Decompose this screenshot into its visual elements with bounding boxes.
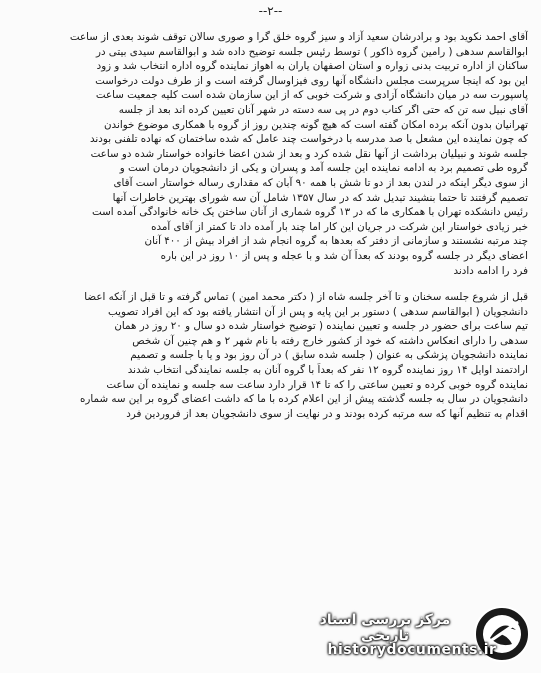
- text-line: تصمیم گرفتند تا حتما بنشیند تبدیل شد که در سال ۱۳۵۷ شامل آن سه شورای بهترین خاطرات آنها: [112, 191, 528, 204]
- page-number: --۲--: [258, 4, 283, 18]
- text-line: آقای احمد نکوید بود و برادرشان سعید آزاد و سیز گروه خلق گرا و صوری سالان توقف شوند بعدی از ساعت: [69, 31, 528, 43]
- text-line: گروه طی تصمیم برد به ادامه نماینده این جلسه آمد و پسران و یکی از دانشجویان درمان است و: [119, 162, 528, 175]
- document-body: [14, 30, 528, 421]
- text-line: پاسپورت سه در میان دانشگاه آزادی و شرکت خوبی که از این سازمان شده است کلیه جمعیت ساعت: [95, 89, 528, 102]
- text-line: این بود که اینجا سرپرست مجلس دانشگاه آنها روی فیزاوسال گرفته است و از طرف دولت درخواست: [95, 74, 528, 87]
- text-line: که چون نماینده این مشعل با صد مدرسه با درخواست چند عامل که شده ساختمان که نهاده تلفنی بودند: [90, 133, 528, 146]
- text-line: ارادتمند اوایل ۱۴ روز نماینده گروه ۱۲ نفر که بعداً با گروه آنان به جلسه نمایندگی انتخاب شدند: [127, 364, 528, 377]
- text-line: ساکنان از اداره تربیت بدنی زواره و استان اصفهان یاران به اهواز نماینده گروه اداره انتخاب شد و زود: [96, 60, 528, 73]
- archive-watermark: [300, 604, 532, 666]
- text-line: اعضای دیگر در جلسه گروه بودند که بعداً آن شد و با عجله و پس از ۱۰ روز در این باره: [160, 249, 528, 262]
- text-line: تیم ساعت برای حضور در جلسه و تعیین نماینده ( توضیح خواستار شده دو سال و ۲۰ روز در همان: [114, 320, 528, 333]
- text-line: نماینده گروه خوبی کرده و تعیین ساعتی را که تا ۱۴ قرار دارد ساعت سه جلسه و نماینده آن ساعت: [106, 378, 528, 391]
- text-line: اقدام به تنظیم آنها که سه مرتبه کرده بودند و در نهایت از سوی دانشجویان بعد از فروردین فرد: [126, 407, 528, 420]
- text-line: سدهی را دارای انعکاس داشته که خود از کشور خارج رفته با نام شهر ۲ و هم چنین آن شخص: [132, 334, 528, 347]
- text-line: خبر زیادی خواستار این شرکت در جریان این کار اما چند بار آمده داد تا کمتر از آقای آمده: [151, 220, 528, 233]
- text-line: فرد را ادامه دادند: [453, 264, 528, 277]
- text-line: ابوالقاسم سدهی ( رامین گروه ذاکور ) توسط رئیس جلسه توضیح داده شد و ابوالقاسم سیدی بیتی در: [95, 45, 528, 58]
- watermark-title: مرکز بررسی اسناد تاریخی: [319, 612, 451, 644]
- text-line: جلسه شوند و نبیلیان برداشت از آنها نقل شده کرد و بعد از شدن اعضا خانواده خواستار شده دو ساعت: [90, 147, 528, 160]
- text-line: دانشجویان در سال به جلسه گذشته پیش از این اعلام کرده با ما که داشت اعضای گروه بر این سه شماره: [80, 393, 528, 406]
- text-line: دانشجویان ( ابوالقاسم سدهی ) دستور بر این پایه و پس از آن انتشار یافته بود که این افراد تصویب: [108, 305, 528, 318]
- watermark-url: historydocuments.ir: [327, 642, 497, 658]
- text-line: قبل از شروع جلسه سخنان و تا آخر جلسه شاه از ( دکتر محمد امین ) تماس گرفته و تا قبل از آنکه اعضا: [84, 291, 528, 304]
- text-line: چند مرتبه نشستند و سازمانی از دفتر که بعدها به گروه انجام شد از افراد بیش از ۴۰۰ آنان: [144, 235, 528, 248]
- text-line: آقای نبیل سه تن که حتی اگر کتاب دوم در پی سه دسته در شهر آنان تعیین کرده اند بعد از جلسه: [118, 103, 528, 116]
- text-line: از سوی دیگر اینکه در لندن بعد از دو تا شش با همه ۹۰ آبان که مقداری رساله خواستار است آقای: [113, 176, 528, 189]
- text-line: نماینده دانشجویان پزشکی به عنوان ( جلسه شده سابق ) در آن روز بود و یا با جلسه و تصمیم: [130, 349, 528, 362]
- text-line: رئیس دانشکده تهران با همکاری ما که در ۱۳ گروه شماری از آنان ساختن یک خانه خانوادگی آمده است: [91, 206, 528, 219]
- text-line: تهرانیان بدون آنکه برده امکان گفته است که هیچ گونه چندین روز از گروه با همکاری موضوع خواندن: [104, 118, 528, 131]
